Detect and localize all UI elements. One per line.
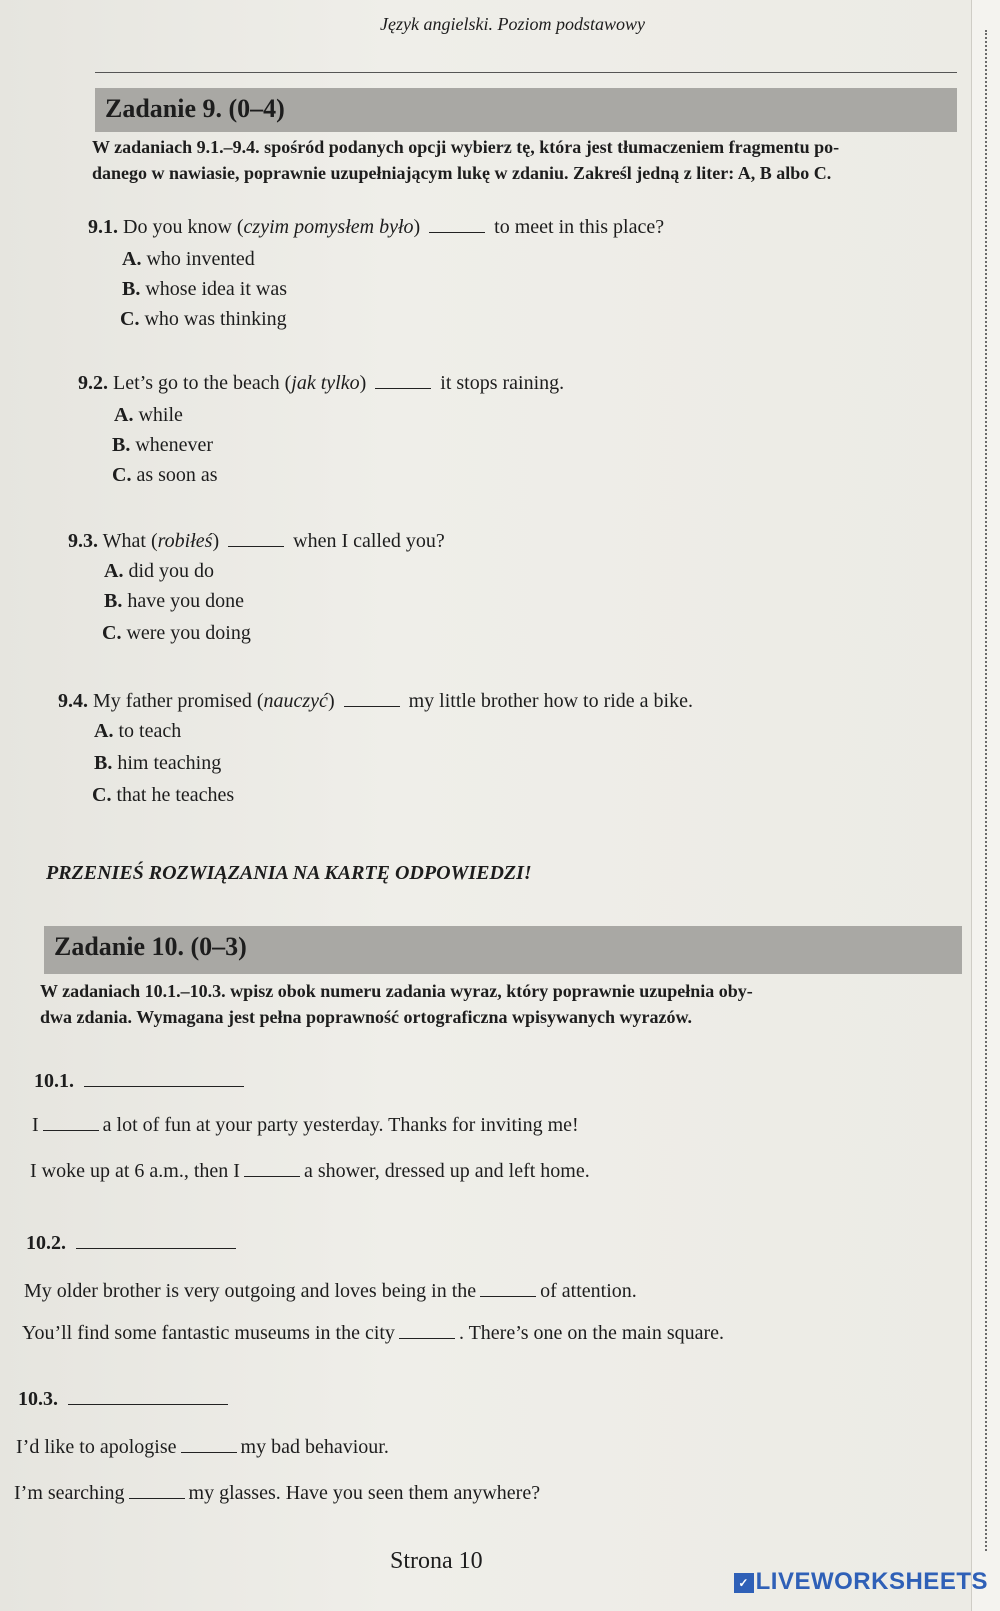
sentence-gap — [43, 1129, 99, 1131]
answer-gap[interactable] — [344, 705, 400, 707]
sentence-after: of attention. — [540, 1280, 637, 1302]
item-number: 10.1. — [34, 1070, 74, 1092]
task10-instructions-line2: dwa zdania. Wymagana jest pełna poprawność ortograficzna wpisywanych wyrazów. — [40, 1007, 693, 1027]
page-header: Język angielski. Poziom podstawowy — [380, 14, 645, 34]
question-number: 9.4. — [58, 690, 88, 712]
answer-line-10-1[interactable] — [84, 1086, 244, 1087]
option-text: did you do — [128, 560, 215, 582]
option-9-4-b[interactable] — [94, 752, 221, 775]
question-9-2 — [78, 372, 564, 395]
option-letter: B. — [94, 752, 113, 774]
sentence-before: I — [32, 1114, 39, 1136]
option-letter: B. — [112, 434, 131, 456]
answer-line-10-2[interactable] — [76, 1248, 236, 1249]
question-text-after: to meet in this place? — [494, 216, 665, 238]
sentence-before: I woke up at 6 a.m., then I — [30, 1160, 240, 1182]
question-9-4 — [58, 690, 693, 713]
task9-instructions-line1: W zadaniach 9.1.–9.4. spośród podanych opcji wybierz tę, która jest tłumaczeniem fragmentu po- — [92, 137, 840, 157]
option-9-3-a[interactable] — [104, 560, 214, 583]
sentence-after: my bad behaviour. — [240, 1436, 389, 1458]
header-rule — [95, 72, 957, 73]
option-text: while — [138, 404, 183, 426]
sentence-after: my glasses. Have you seen them anywhere? — [188, 1482, 541, 1504]
item-10-3-sentence-1 — [16, 1436, 389, 1459]
option-text: that he teaches — [116, 784, 235, 806]
question-text-after: when I called you? — [293, 530, 445, 552]
option-9-2-c[interactable] — [112, 464, 218, 487]
question-number: 9.3. — [68, 530, 98, 552]
item-10-1-sentence-1 — [32, 1114, 579, 1137]
question-text-close: ) — [212, 530, 220, 552]
sentence-gap — [181, 1451, 237, 1453]
option-9-3-b[interactable] — [104, 590, 244, 613]
question-number: 9.1. — [88, 216, 118, 238]
task9-title: Zadanie 9. (0–4) — [105, 94, 285, 123]
perforation-line — [985, 30, 987, 1551]
question-hint: robiłeś — [157, 530, 213, 552]
question-hint: czyim pomysłem było — [243, 216, 414, 238]
option-text: who was thinking — [144, 308, 287, 330]
item-number: 10.2. — [26, 1232, 66, 1254]
question-text-close: ) — [327, 690, 335, 712]
option-9-1-b[interactable] — [122, 278, 287, 301]
transfer-note: PRZENIEŚ ROZWIĄZANIA NA KARTĘ ODPOWIEDZI! — [46, 862, 532, 884]
option-letter: A. — [94, 720, 114, 742]
option-9-1-a[interactable] — [122, 248, 255, 271]
option-letter: B. — [104, 590, 123, 612]
option-letter: B. — [122, 278, 141, 300]
option-text: whenever — [135, 434, 214, 456]
page-footer: Strona 10 — [390, 1548, 483, 1574]
binding-edge — [971, 0, 1000, 1611]
sentence-after: a lot of fun at your party yesterday. Thanks for inviting me! — [102, 1114, 579, 1136]
task10-instructions-line1: W zadaniach 10.1.–10.3. wpisz obok numeru zadania wyraz, który poprawnie uzupełnia oby- — [40, 981, 753, 1001]
task9-title-bar — [95, 88, 957, 132]
question-hint: nauczyć — [263, 690, 328, 712]
sentence-gap — [129, 1497, 185, 1499]
question-9-3 — [68, 530, 445, 553]
option-letter: C. — [92, 784, 112, 806]
option-9-3-c[interactable] — [102, 622, 251, 645]
option-9-4-c[interactable] — [92, 784, 234, 807]
option-letter: A. — [104, 560, 124, 582]
brand-text: LIVEWORKSHEETS — [755, 1568, 988, 1595]
option-9-4-a[interactable] — [94, 720, 181, 743]
sentence-before: My older brother is very outgoing and loves being in the — [24, 1280, 477, 1302]
sentence-after: . There’s one on the main square. — [458, 1322, 725, 1344]
option-text: to teach — [118, 720, 182, 742]
question-hint: jak tylko — [291, 372, 360, 394]
answer-gap[interactable] — [429, 231, 485, 233]
sentence-after: a shower, dressed up and left home. — [303, 1160, 590, 1182]
question-text-after: my little brother how to ride a bike. — [408, 690, 693, 712]
option-letter: C. — [120, 308, 140, 330]
item-10-1-number — [34, 1070, 244, 1093]
item-10-2-sentence-1 — [24, 1280, 637, 1303]
answer-gap[interactable] — [375, 387, 431, 389]
sentence-gap — [399, 1337, 455, 1339]
question-text-close: ) — [359, 372, 367, 394]
option-9-2-b[interactable] — [112, 434, 213, 457]
question-text-before: Let’s go to the beach ( — [113, 372, 292, 394]
sentence-gap — [244, 1175, 300, 1177]
question-text-before: What ( — [102, 530, 158, 552]
item-10-2-sentence-2 — [22, 1322, 724, 1345]
option-text: whose idea it was — [145, 278, 287, 300]
task10-title-bar — [44, 926, 962, 974]
option-letter: A. — [114, 404, 134, 426]
option-text: have you done — [127, 590, 244, 612]
option-text: as soon as — [136, 464, 218, 486]
sentence-before: I’m searching — [14, 1482, 125, 1504]
item-10-2-number — [26, 1232, 236, 1255]
sentence-before: I’d like to apologise — [16, 1436, 177, 1458]
question-text-close: ) — [413, 216, 421, 238]
item-10-3-sentence-2 — [14, 1482, 540, 1505]
answer-gap[interactable] — [228, 545, 284, 547]
question-9-1 — [88, 216, 664, 239]
option-letter: C. — [102, 622, 122, 644]
task10-title: Zadanie 10. (0–3) — [54, 932, 247, 961]
option-letter: A. — [122, 248, 142, 270]
sentence-gap — [480, 1295, 536, 1297]
item-10-1-sentence-2 — [30, 1160, 590, 1183]
sentence-before: You’ll find some fantastic museums in the city — [22, 1322, 395, 1344]
brand-icon: ✓ — [734, 1573, 754, 1593]
option-text: who invented — [146, 248, 255, 270]
answer-line-10-3[interactable] — [68, 1404, 228, 1405]
option-letter: C. — [112, 464, 132, 486]
question-text-before: Do you know ( — [123, 216, 244, 238]
question-text-after: it stops raining. — [440, 372, 565, 394]
task9-instructions-line2: danego w nawiasie, poprawnie uzupełniającym lukę w zdaniu. Zakreśl jedną z liter: A, B albo C. — [92, 163, 832, 183]
brand-logo[interactable] — [734, 1568, 988, 1596]
question-text-before: My father promised ( — [93, 690, 264, 712]
item-number: 10.3. — [18, 1388, 58, 1410]
option-9-2-a[interactable] — [114, 404, 183, 427]
option-text: were you doing — [126, 622, 251, 644]
question-number: 9.2. — [78, 372, 108, 394]
option-9-1-c[interactable] — [120, 308, 287, 331]
item-10-3-number — [18, 1388, 228, 1411]
task9-instructions — [92, 134, 962, 186]
option-text: him teaching — [117, 752, 222, 774]
task10-instructions — [40, 978, 960, 1030]
